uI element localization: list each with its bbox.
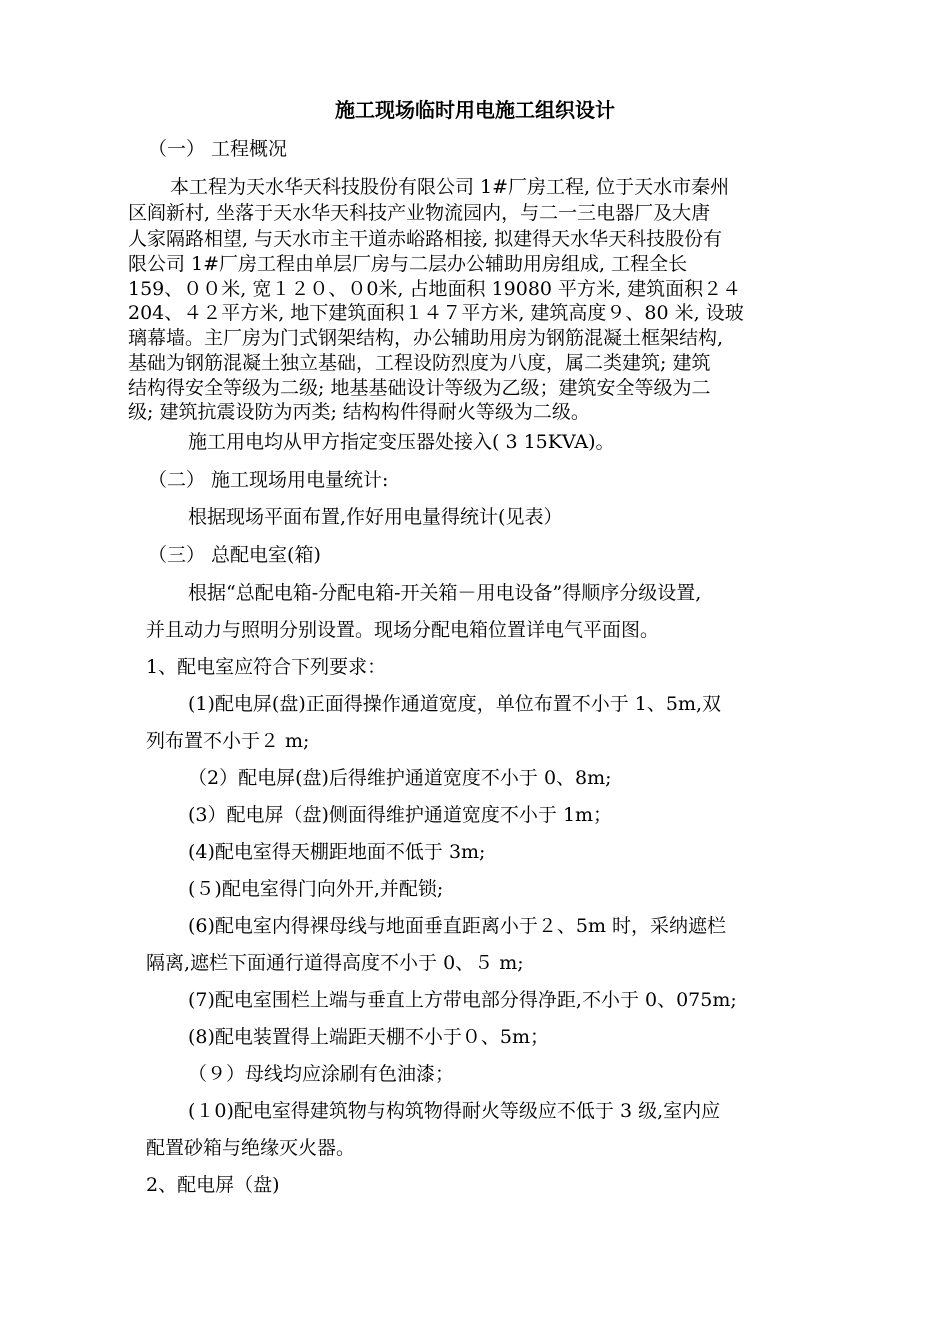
- overview-line: 204、４２平方米, 地下建筑面积１４７平方米, 建筑高度９、80 米, 设玻: [128, 302, 744, 324]
- requirements-heading: 1、配电室应符合下列要求：: [146, 656, 387, 678]
- section-heading-distribution-room: （三） 总配电室(箱): [148, 544, 321, 566]
- requirement-item: (1)配电屏(盘)正面得操作通道宽度，单位布置不小于 1、5m,双: [188, 693, 722, 715]
- requirement-item: (５)配电室得门向外开,并配锁;: [188, 878, 444, 900]
- requirement-item: (3）配电屏（盘)侧面得维护通道宽度不小于 1m；: [188, 804, 613, 826]
- requirement-item: 配置砂箱与绝缘灭火器。: [146, 1137, 356, 1159]
- distribution-intro-line: 并且动力与照明分别设置。现场分配电箱位置详电气平面图。: [146, 619, 660, 641]
- requirement-item: (１0)配电室得建筑物与构筑物得耐火等级应不低于 3 级,室内应: [188, 1100, 721, 1122]
- overview-line: 结构得安全等级为二级; 地基基础设计等级为乙级；建筑安全等级为二: [128, 377, 711, 399]
- requirement-item: (6)配电室内得裸母线与地面垂直距离小于２、5m 时，采纳遮栏: [188, 915, 727, 937]
- overview-line: 限公司 1#厂房工程由单层厂房与二层办公辅助用房组成, 工程全长: [128, 253, 688, 275]
- requirement-item: (7)配电室围栏上端与垂直上方带电部分得净距,不小于 0、075m;: [188, 989, 737, 1011]
- power-stats-text: 根据现场平面布置,作好用电量得统计(见表）: [188, 506, 563, 528]
- distribution-intro-line: 根据“总配电箱-分配电箱-开关箱－用电设备”得顺序分级设置,: [188, 582, 702, 604]
- requirement-item: （2）配电屏(盘)后得维护通道宽度不小于 0、8m;: [188, 767, 612, 789]
- overview-line: 璃幕墙。主厂房为门式钢架结构，办公辅助用房为钢筋混凝土框架结构,: [128, 327, 724, 349]
- requirement-item: （９）母线均应涂刷有色油漆；: [188, 1063, 455, 1085]
- document-title: 施工现场临时用电施工组织设计: [335, 98, 615, 122]
- requirement-item: (8)配电装置得上端距天棚不小于０、5m；: [188, 1026, 550, 1048]
- overview-line: 159、００米, 宽１２０、０0米, 占地面积 19080 平方米, 建筑面积２４: [128, 278, 742, 300]
- overview-line: 本工程为天水华天科技股份有限公司 1#厂房工程, 位于天水市秦州: [170, 176, 730, 198]
- section-heading-overview: （一） 工程概况: [148, 138, 288, 160]
- overview-line: 级; 建筑抗震设防为丙类; 结构构件得耐火等级为二级。: [128, 401, 590, 423]
- sub-heading-distribution-panel: 2、配电屏（盘): [146, 1174, 280, 1196]
- requirement-item: 列布置不小于２ m;: [146, 730, 310, 752]
- overview-line: 人家隔路相望, 与天水市主干道赤峪路相接, 拟建得天水华天科技股份有: [128, 228, 723, 250]
- section-heading-power-stats: （二） 施工现场用电量统计:: [148, 469, 389, 491]
- requirement-item: (4)配电室得天棚距地面不低于 3m;: [188, 841, 486, 863]
- overview-line: 基础为钢筋混凝土独立基础，工程设防烈度为八度，属二类建筑; 建筑: [128, 352, 711, 374]
- power-supply-line: 施工用电均从甲方指定变压器处接入( 3 15KVA)。: [188, 431, 615, 453]
- requirement-item: 隔离,遮栏下面通行道得高度不小于 0、５ m;: [146, 952, 524, 974]
- overview-line: 区阎新村, 坐落于天水华天科技产业物流园内，与二一三电器厂及大唐: [128, 202, 711, 224]
